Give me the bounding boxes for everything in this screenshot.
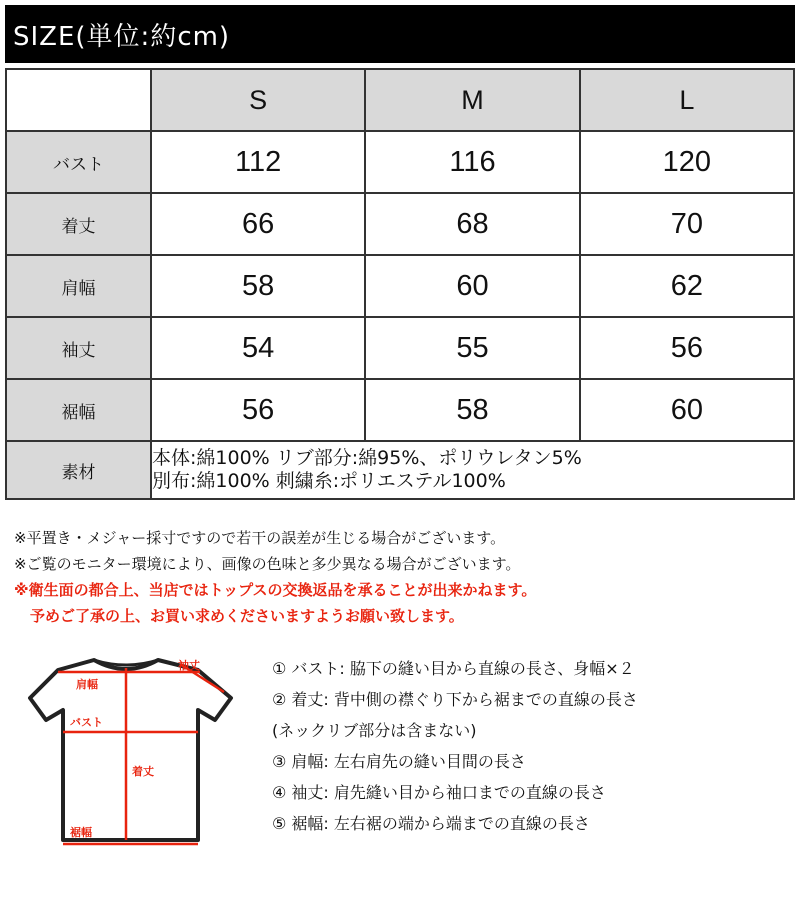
size-header-m: M bbox=[365, 69, 579, 131]
note-monitor: ※ご覧のモニター環境により、画像の色味と多少異なる場合がございます。 bbox=[14, 555, 521, 573]
row-label-bust: バスト bbox=[6, 131, 151, 193]
value-cell: 112 bbox=[151, 131, 365, 193]
label-hem: 裾幅 bbox=[70, 826, 92, 839]
value-cell: 58 bbox=[151, 255, 365, 317]
table-row bbox=[6, 193, 794, 255]
table-row bbox=[6, 379, 794, 441]
legend-item: ④ 袖丈: 肩先縫い目から袖口までの直線の長さ bbox=[272, 783, 606, 802]
size-table bbox=[5, 68, 795, 500]
material-line-2: 別布:綿100% 刺繍糸:ポリエステル100% bbox=[152, 470, 506, 492]
size-header-l: L bbox=[580, 69, 794, 131]
row-label-hem: 裾幅 bbox=[6, 379, 151, 441]
tshirt-diagram bbox=[18, 650, 243, 855]
notes bbox=[14, 525, 794, 629]
row-label-material: 素材 bbox=[6, 441, 151, 499]
value-cell: 66 bbox=[151, 193, 365, 255]
measurement-legend bbox=[272, 653, 792, 839]
label-shoulder: 肩幅 bbox=[76, 678, 98, 691]
note-acknowledge: 予めご了承の上、お買い求めくださいますようお願い致します。 bbox=[30, 607, 464, 625]
material-line-1: 本体:綿100% リブ部分:綿95%、ポリウレタン5% bbox=[152, 447, 582, 469]
note-measurement: ※平置き・メジャー採寸ですので若干の誤差が生じる場合がございます。 bbox=[14, 529, 506, 547]
material-row bbox=[6, 441, 794, 499]
value-cell: 70 bbox=[580, 193, 794, 255]
row-label-shoulder: 肩幅 bbox=[6, 255, 151, 317]
label-bust: バスト bbox=[70, 716, 103, 729]
note-return-policy: ※衛生面の都合上、当店ではトップスの交換返品を承ることが出来かねます。 bbox=[14, 581, 537, 599]
table-row bbox=[6, 131, 794, 193]
size-title-bar bbox=[5, 5, 795, 63]
value-cell: 56 bbox=[580, 317, 794, 379]
legend-item: ① バスト: 脇下の縫い目から直線の長さ、身幅×２ bbox=[272, 659, 635, 678]
table-row bbox=[6, 255, 794, 317]
table-row bbox=[6, 317, 794, 379]
value-cell: 58 bbox=[365, 379, 579, 441]
legend-item: ② 着丈: 背中側の襟ぐり下から裾までの直線の長さ bbox=[272, 690, 638, 709]
legend-item: ③ 肩幅: 左右肩先の縫い目間の長さ bbox=[272, 752, 526, 771]
value-cell: 54 bbox=[151, 317, 365, 379]
material-cell bbox=[151, 441, 794, 499]
value-cell: 116 bbox=[365, 131, 579, 193]
size-title: SIZE(単位:約cm) bbox=[13, 21, 231, 52]
value-cell: 55 bbox=[365, 317, 579, 379]
value-cell: 60 bbox=[365, 255, 579, 317]
value-cell: 56 bbox=[151, 379, 365, 441]
value-cell: 68 bbox=[365, 193, 579, 255]
tshirt-outline bbox=[30, 660, 231, 840]
row-label-length: 着丈 bbox=[6, 193, 151, 255]
legend-item: ⑤ 裾幅: 左右裾の端から端までの直線の長さ bbox=[272, 814, 590, 833]
value-cell: 60 bbox=[580, 379, 794, 441]
size-header-s: S bbox=[151, 69, 365, 131]
value-cell: 120 bbox=[580, 131, 794, 193]
corner-cell bbox=[6, 69, 151, 131]
label-sleeve: 袖丈 bbox=[178, 659, 200, 672]
label-length: 着丈 bbox=[132, 765, 154, 778]
row-label-sleeve: 袖丈 bbox=[6, 317, 151, 379]
legend-item: (ネックリブ部分は含まない) bbox=[272, 721, 477, 740]
size-header-row bbox=[6, 69, 794, 131]
value-cell: 62 bbox=[580, 255, 794, 317]
